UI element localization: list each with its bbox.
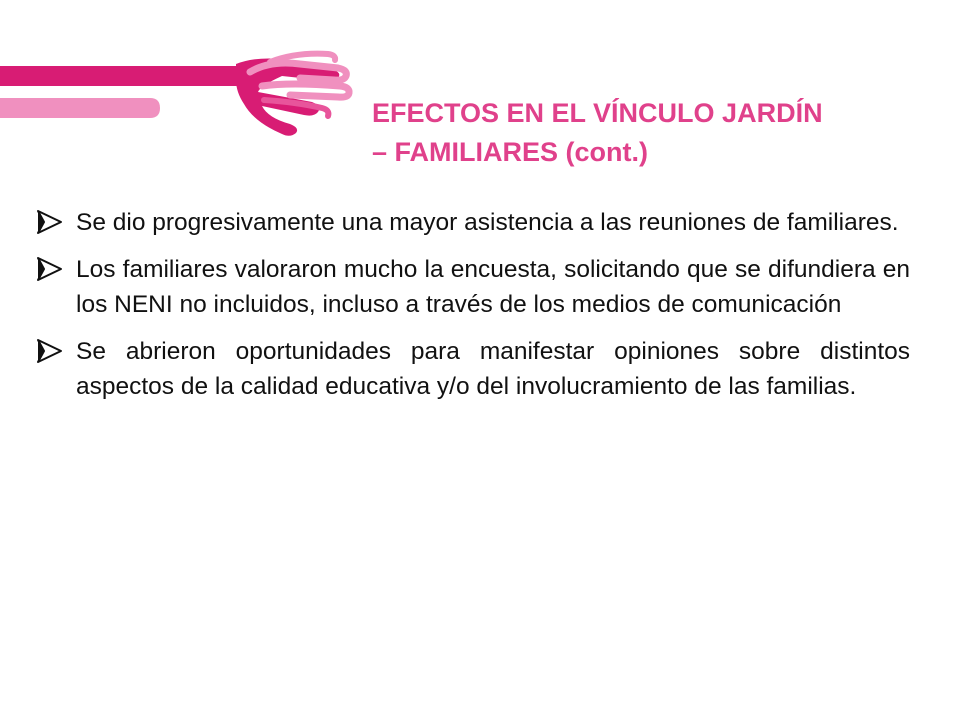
slide-title xyxy=(372,94,932,172)
arrowhead-bullet-icon xyxy=(34,338,64,364)
arrowhead-bullet-icon xyxy=(34,209,64,235)
bullet-list xyxy=(34,205,910,416)
bullet-text: Los familiares valoraron mucho la encuesta, solicitando que se difundiera en los NENI no incluidos, incluso a través de los medios de comunicación xyxy=(76,256,910,318)
arrowhead-bullet-icon xyxy=(34,256,64,282)
hands-logo-icon xyxy=(0,40,370,140)
bullet-item xyxy=(34,252,910,322)
slide-title-line-2: – FAMILIARES (cont.) xyxy=(372,137,648,167)
bullet-item xyxy=(34,205,910,240)
bullet-item xyxy=(34,334,910,404)
bullet-text: Se abrieron oportunidades para manifestar opiniones sobre distintos aspectos de la calidad educativa y/o del involucramiento de las familias. xyxy=(76,338,910,400)
slide-title-line-1: EFECTOS EN EL VÍNCULO JARDÍN xyxy=(372,98,823,128)
bullet-text: Se dio progresivamente una mayor asistencia a las reuniones de familiares. xyxy=(76,209,899,236)
